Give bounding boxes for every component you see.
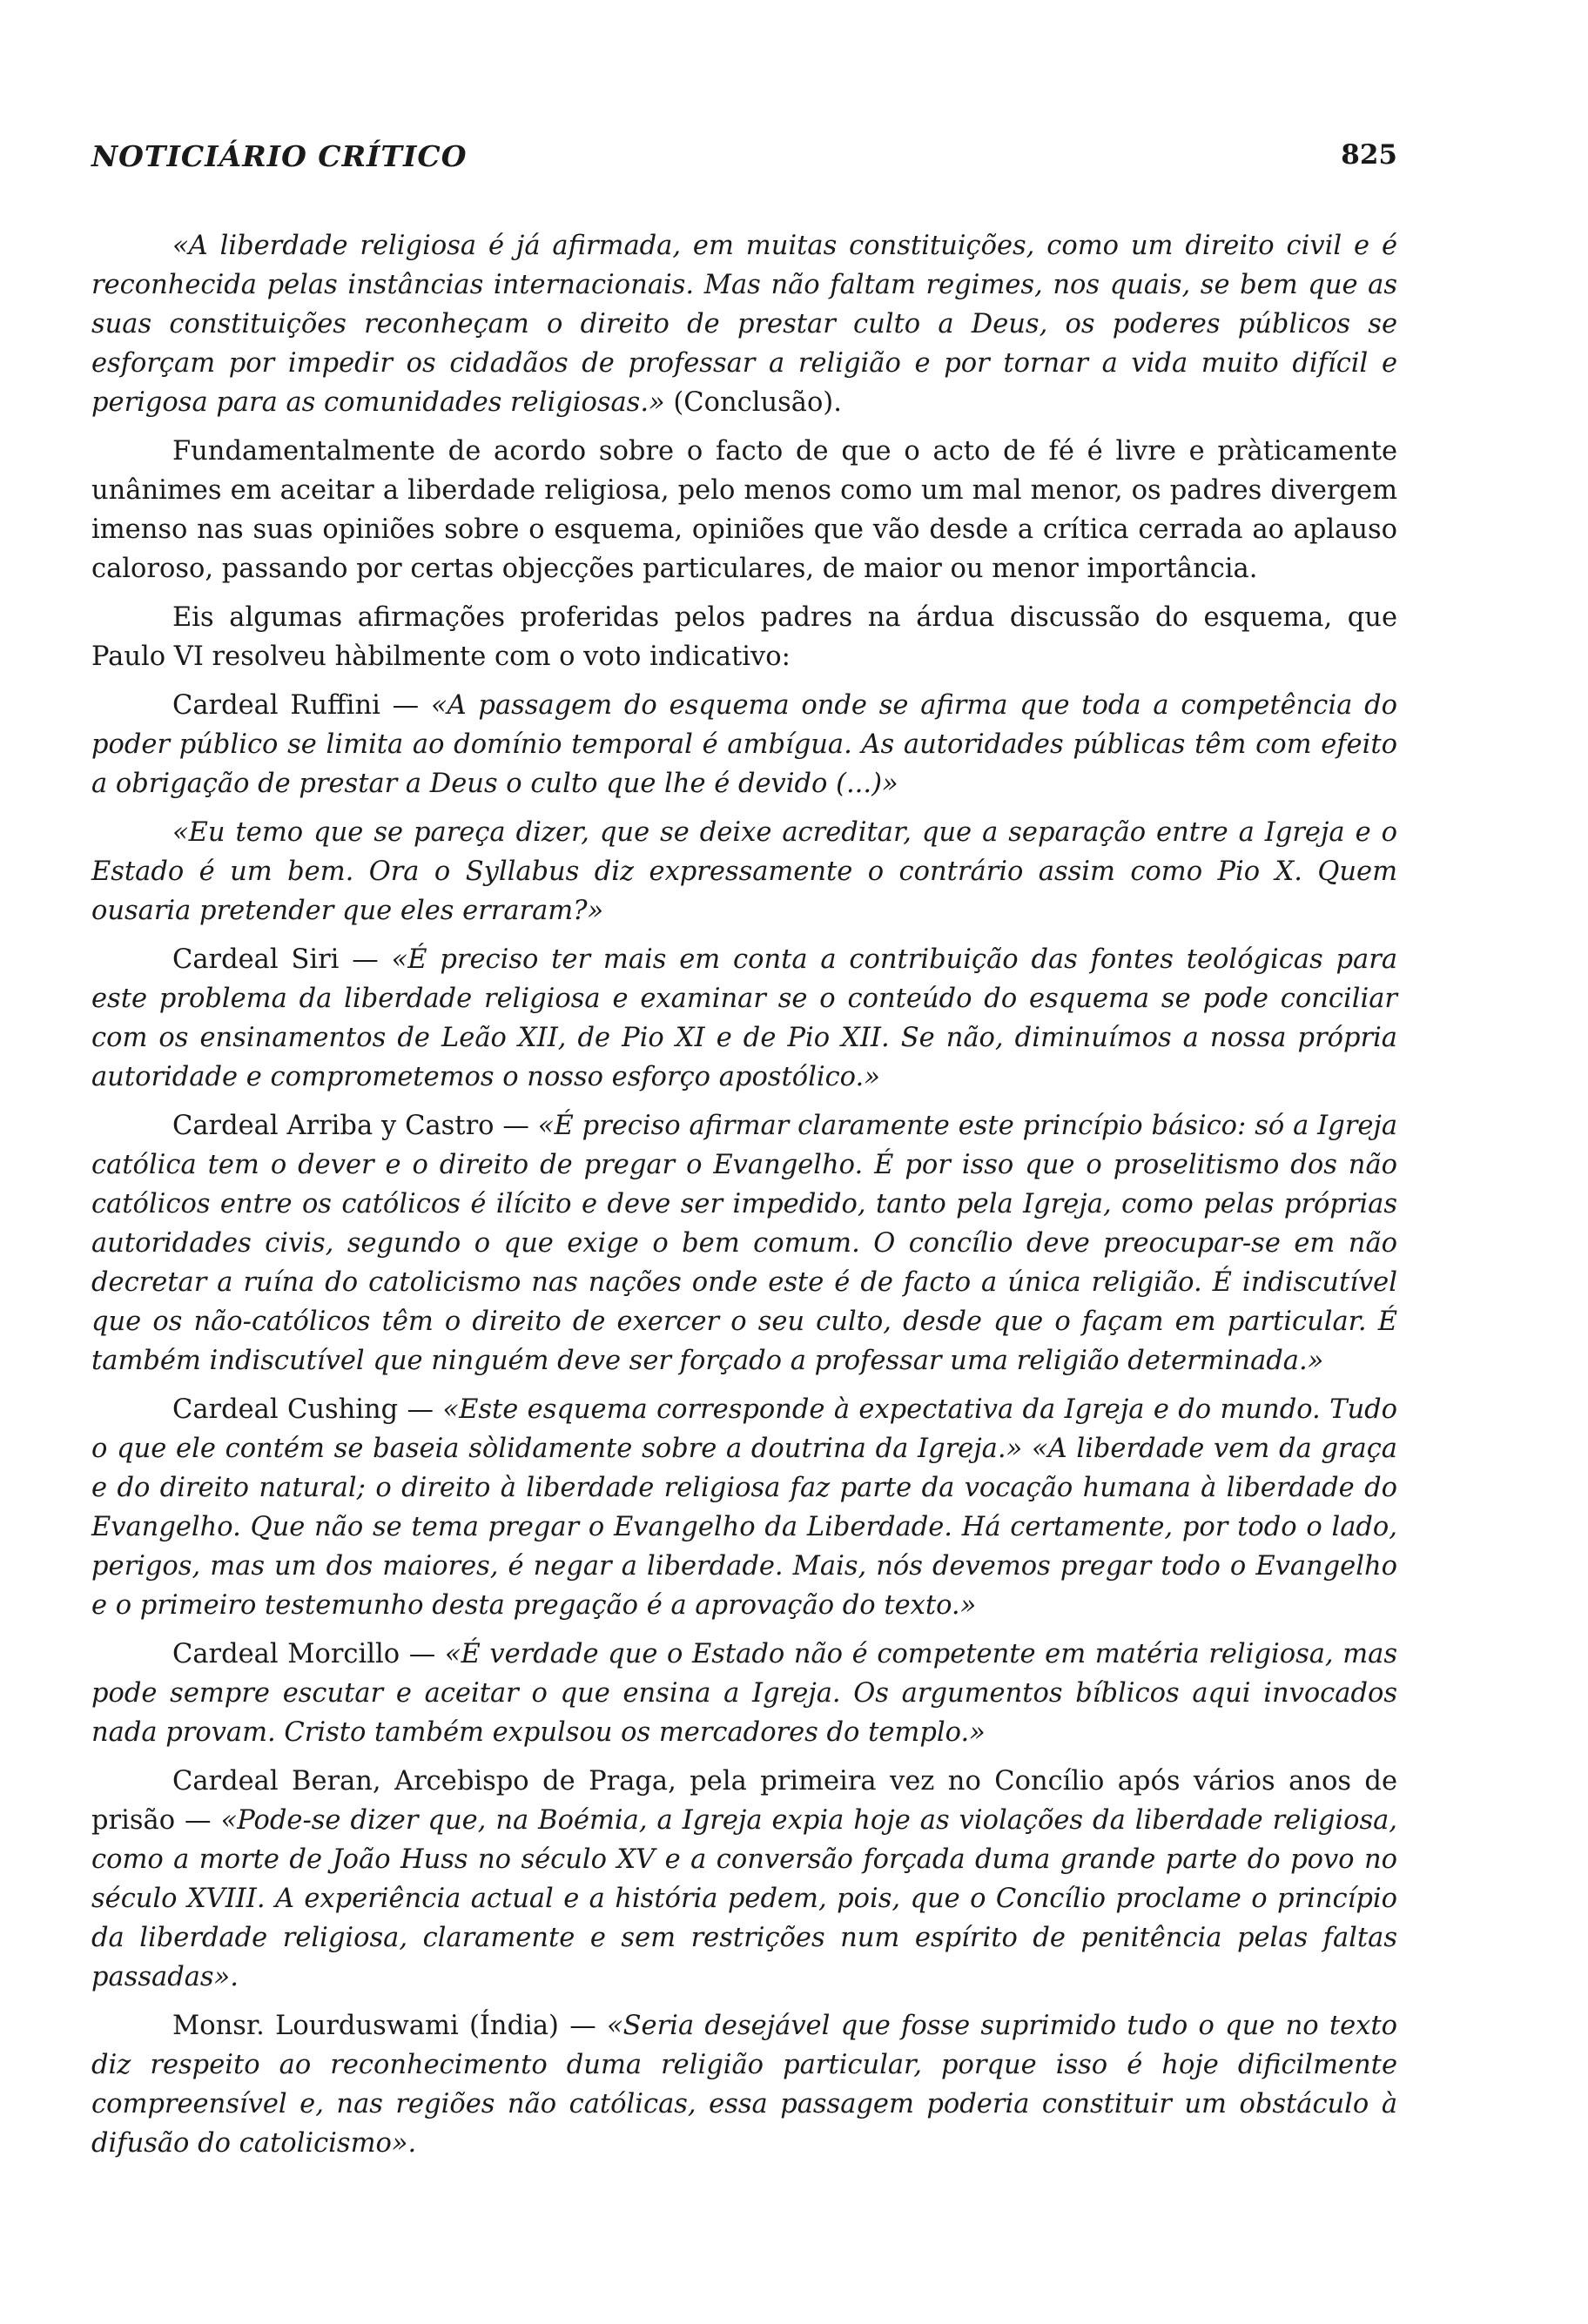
paragraph-intro-quote: «A liberdade religiosa é já afirmada, em muitas constituições, como um direito civil e é reconhecida pelas instâncias internacionais. Mas não faltam regimes, nos quais, se bem que as suas constituições reconheçam o direito de prestar culto a Deus, os poderes públicos se esforçam por impedir os cidadãos de professar a religião e por tornar a vida muito difícil e perigosa para as comunidades religiosas.» (Conclusão).	[91, 231, 1397, 418]
paragraph-beran: Cardeal Beran, Arcebispo de Praga, pela primeira vez no Concílio após vários anos de prisão — «Pode-se dizer que, na Boémia, a Igreja expia hoje as violações da liberdade religiosa, como a morte de João Huss no século XV e a conversão forçada duma grande parte do povo no século XVIII. A experiência actual e a história pedem, pois, que o Concílio proclame o princípio da liberdade religiosa, claramente e sem restrições num espírito de penitência pelas faltas passadas».	[91, 1766, 1397, 1992]
paragraph-lourduswami: Monsr. Lourduswami (Índia) — «Seria desejável que fosse suprimido tudo o que no texto diz respeito ao reconhecimento duma religião particular, porque isso é hoje dificilmente compreensível e, nas regiões não católicas, essa passagem poderia constituir um obstáculo à difusão do catolicismo».	[91, 2011, 1397, 2159]
paragraph-introduction: Eis algumas afirmações proferidas pelos padres na árdua discussão do esquema, que Paulo VI resolveu hàbilmente com o voto indicativo:	[91, 602, 1397, 672]
paragraph-ruffini-cont: «Eu temo que se pareça dizer, que se deixe acreditar, que a separação entre a Igreja e o Estado é um bem. Ora o Syllabus diz expressamente o contrário assim como Pio X. Quem ousaria pretender que eles erraram?»	[91, 817, 1397, 926]
document-page	[91, 139, 1397, 2173]
running-title: NOTICIÁRIO CRÍTICO	[91, 139, 468, 173]
page-number: 825	[1341, 139, 1397, 171]
paragraph-ruffini: Cardeal Ruffini — «A passagem do esquema onde se afirma que toda a competência do poder público se limita ao domínio temporal é ambígua. As autoridades públicas têm com efeito a obrigação de prestar a Deus o culto que lhe é devido (...)»	[91, 690, 1397, 799]
body-text	[91, 226, 1397, 2163]
paragraph-arriba-y-castro: Cardeal Arriba y Castro — «É preciso afirmar claramente este princípio básico: só a Igreja católica tem o dever e o direito de pregar o Evangelho. É por isso que o proselitismo dos não católicos entre os católicos é ilícito e deve ser impedido, tanto pela Igreja, como pelas próprias autoridades civis, segundo o que exige o bem comum. O concílio deve preocupar-se em não decretar a ruína do catolicismo nas nações onde este é de facto a única religião. É indiscutível que os não-católicos têm o direito de exercer o seu culto, desde que o façam em particular. É também indiscutível que ninguém deve ser forçado a professar uma religião determinada.»	[91, 1111, 1398, 1376]
page-header	[91, 139, 1397, 191]
paragraph-morcillo: Cardeal Morcillo — «É verdade que o Estado não é competente em matéria religiosa, mas pode sempre escutar e aceitar o que ensina a Igreja. Os argumentos bíblicos aqui invocados nada provam. Cristo também expulsou os mercadores do templo.»	[91, 1639, 1397, 1748]
paragraph-cushing: Cardeal Cushing — «Este esquema corresponde à expectativa da Igreja e do mundo. Tudo o que ele contém se baseia sòlidamente sobre a doutrina da Igreja.» «A liberdade vem da graça e do direito natural; o direito à liberdade religiosa faz parte da vocação humana à liberdade do Evangelho. Que não se tema pregar o Evangelho da Liberdade. Há certamente, por todo o lado, perigos, mas um dos maiores, é negar a liberdade. Mais, nós devemos pregar todo o Evangelho e o primeiro testemunho desta pregação é a aprovação do texto.»	[91, 1394, 1397, 1621]
paragraph-summary: Fundamentalmente de acordo sobre o facto de que o acto de fé é livre e pràticamente unânimes em aceitar a liberdade religiosa, pelo menos como um mal menor, os padres divergem imenso nas suas opiniões sobre o esquema, opiniões que vão desde a crítica cerrada ao aplauso caloroso, passando por certas objecções particulares, de maior ou menor importância.	[91, 436, 1397, 584]
paragraph-siri: Cardeal Siri — «É preciso ter mais em conta a contribuição das fontes teológicas para este problema da liberdade religiosa e examinar se o conteúdo do esquema se pode conciliar com os ensinamentos de Leão XII, de Pio XI e de Pio XII. Se não, diminuímos a nossa própria autoridade e comprometemos o nosso esforço apostólico.»	[91, 944, 1398, 1092]
